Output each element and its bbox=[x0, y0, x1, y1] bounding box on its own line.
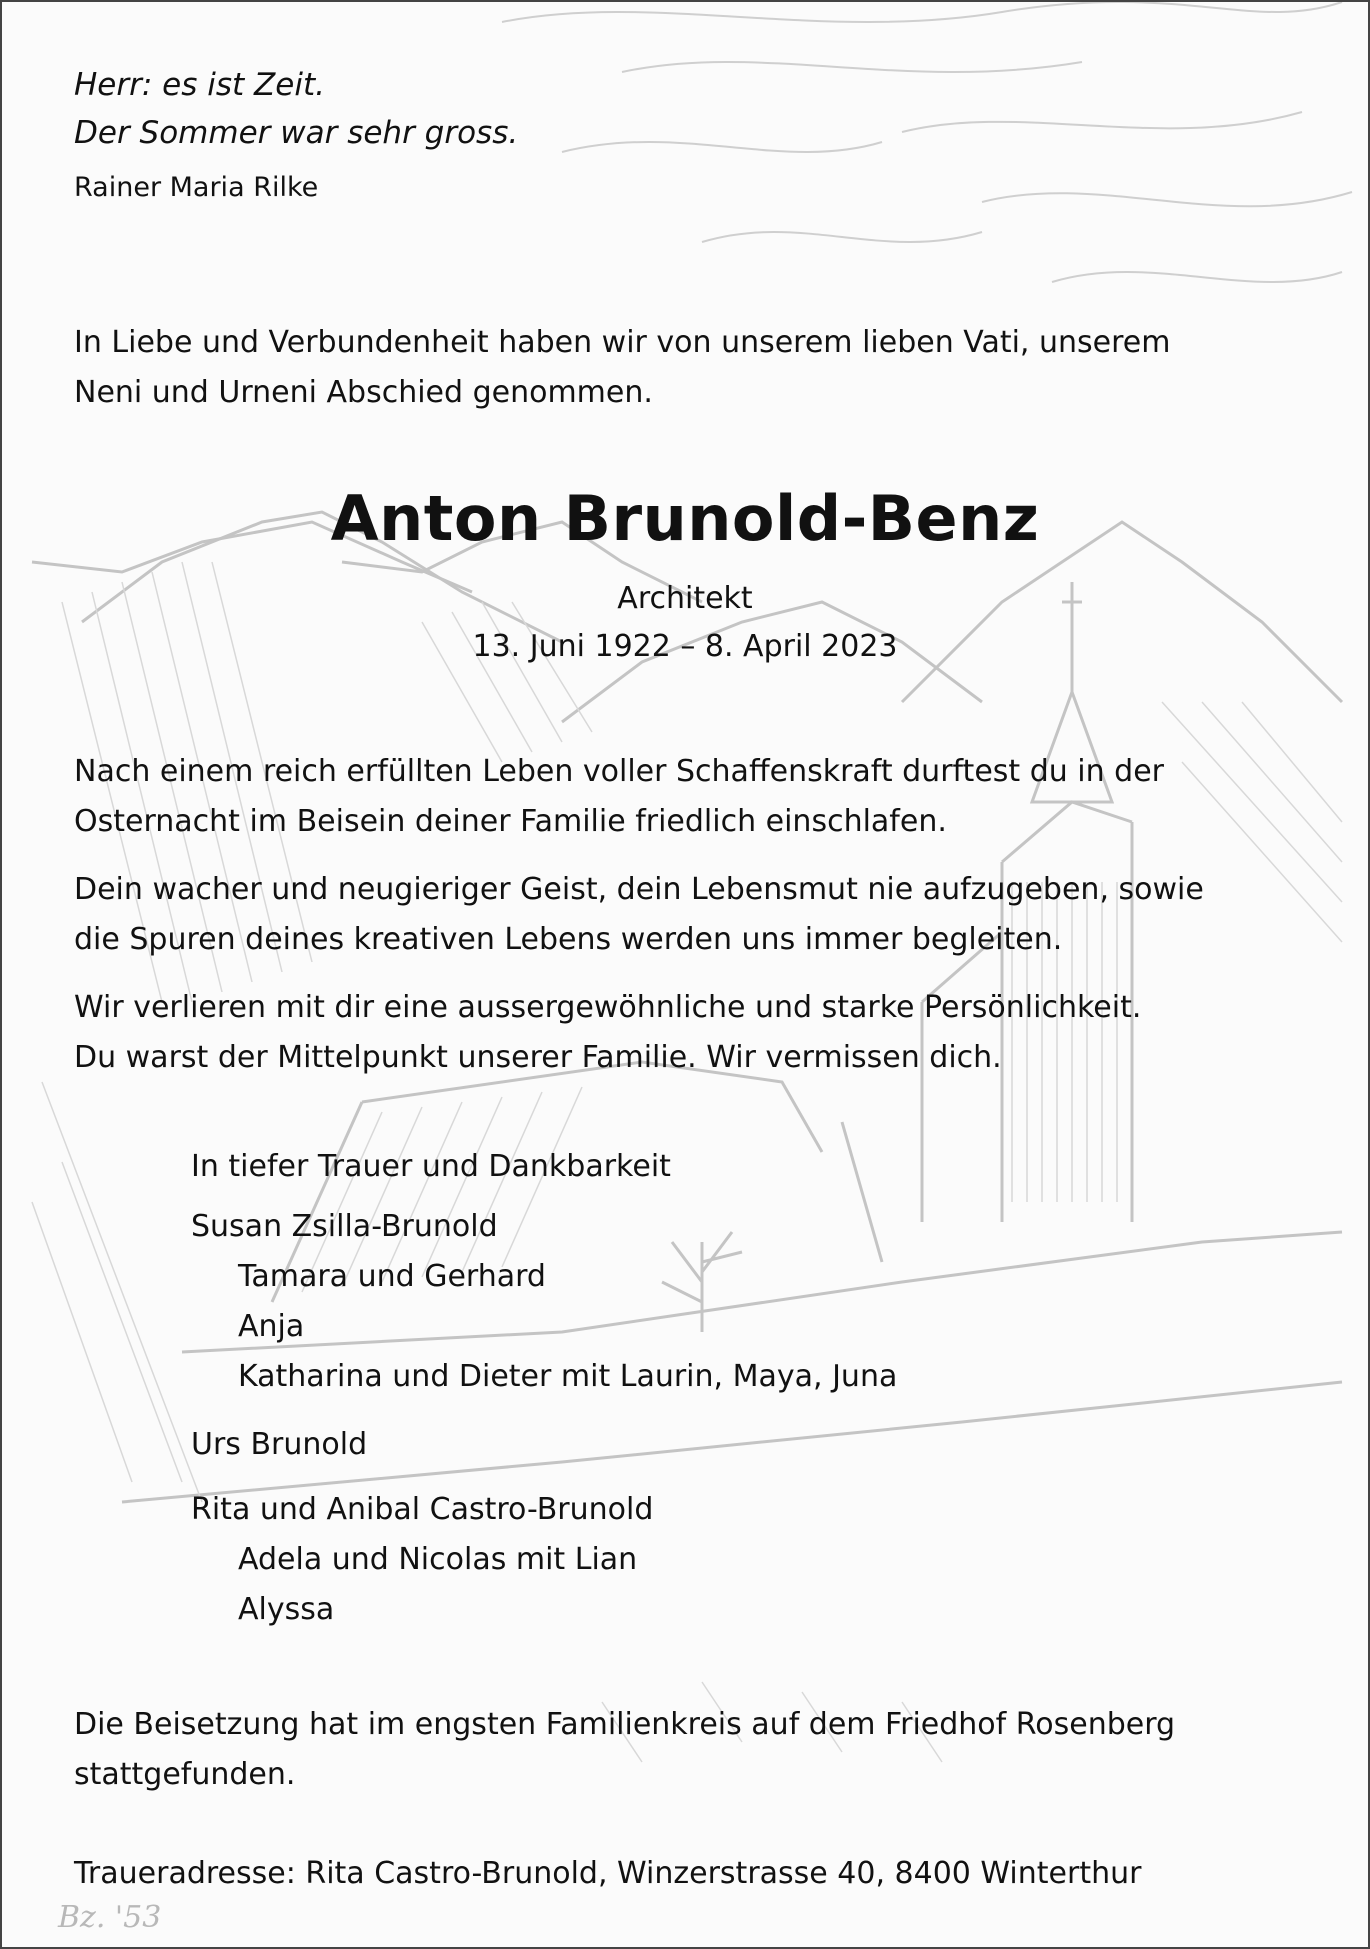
mourner-member: Adela und Nicolas mit Lian bbox=[238, 1542, 638, 1577]
mourner-member: Katharina und Dieter mit Laurin, Maya, Juna bbox=[238, 1359, 898, 1394]
mourning-address: Traueradresse: Rita Castro-Brunold, Winzerstrasse 40, 8400 Winterthur bbox=[74, 1856, 1142, 1891]
quote-line: Herr: es ist Zeit. bbox=[74, 67, 325, 103]
deceased-name: Anton Brunold-Benz bbox=[330, 482, 1040, 555]
mourner-name: Susan Zsilla-Brunold bbox=[191, 1209, 498, 1244]
burial-line: Die Beisetzung hat im engsten Familienkreis auf dem Friedhof Rosenberg bbox=[74, 1707, 1176, 1742]
mourner-name: Rita und Anibal Castro-Brunold bbox=[191, 1492, 654, 1527]
intro-line: Neni und Urneni Abschied genommen. bbox=[74, 375, 653, 410]
burial-line: stattgefunden. bbox=[74, 1757, 296, 1792]
mourner-member: Tamara und Gerhard bbox=[238, 1259, 546, 1294]
intro-line: In Liebe und Verbundenheit haben wir von unserem lieben Vati, unserem bbox=[74, 325, 1171, 360]
deceased-dates: 13. Juni 1922 – 8. April 2023 bbox=[472, 629, 898, 664]
mourner-name: Urs Brunold bbox=[191, 1427, 368, 1462]
quote-line: Der Sommer war sehr gross. bbox=[74, 115, 519, 151]
paragraph-line: Nach einem reich erfüllten Leben voller Schaffenskraft durftest du in der bbox=[74, 754, 1165, 789]
paragraph-line: die Spuren deines kreativen Lebens werden uns immer begleiten. bbox=[74, 922, 1063, 957]
mourner-member: Alyssa bbox=[238, 1592, 335, 1627]
notice-content bbox=[2, 2, 1368, 1947]
quote-author: Rainer Maria Rilke bbox=[74, 172, 319, 203]
mourner-member: Anja bbox=[238, 1309, 305, 1344]
paragraph-line: Osternacht im Beisein deiner Familie friedlich einschlafen. bbox=[74, 804, 947, 839]
paragraph-line: Du warst der Mittelpunkt unserer Familie. Wir vermissen dich. bbox=[74, 1040, 1002, 1075]
sketch-signature: Bz. '53 bbox=[58, 1900, 162, 1935]
deceased-profession: Architekt bbox=[617, 581, 753, 616]
paragraph-line: Dein wacher und neugieriger Geist, dein Lebensmut nie aufzugeben, sowie bbox=[74, 872, 1204, 907]
mourners-heading: In tiefer Trauer und Dankbarkeit bbox=[191, 1149, 671, 1184]
paragraph-line: Wir verlieren mit dir eine aussergewöhnliche und starke Persönlichkeit. bbox=[74, 990, 1142, 1025]
